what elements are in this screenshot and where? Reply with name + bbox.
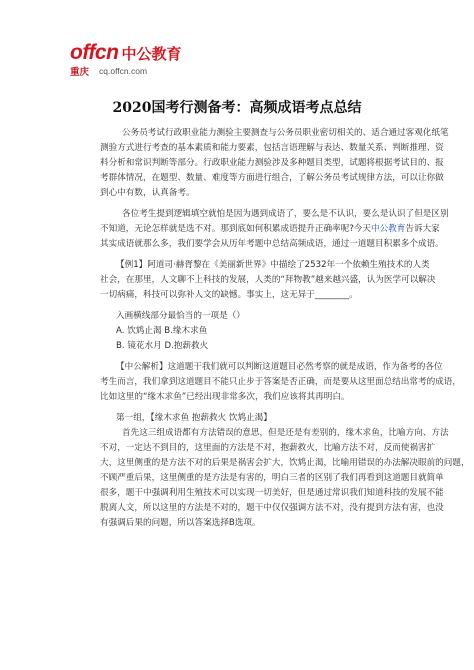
body-line: B. 镜花水月 D.抱薪救火 xyxy=(116,341,209,351)
body-line: 各位考生提到逻辑填空就怕是因为遇到成语了，要么是不认识，要么是认识了但是区别 xyxy=(122,209,449,219)
logo-mark: offcn xyxy=(70,41,119,64)
body-line xyxy=(100,223,440,235)
logo-brand: 中公教育 xyxy=(121,45,182,63)
body-line: 社会，在那里，人文聊不上科技的发展，人类的“拜物教”越来越兴盛，认为医学可以解决 xyxy=(100,275,436,285)
body-line: 很多，题干中强调利用生殖技术可以实现一切美好，但是通过常识我们知道科技的发展不能 xyxy=(100,488,444,498)
body-line: 第一组，【缘木求鱼 抱薪救火 饮鸩止渴】 xyxy=(116,413,272,423)
body-line: 测验方式进行考查的基本素质和能力要素，包括言语理解与表达、数量关系、判断推理、资 xyxy=(100,143,444,153)
body-line-text: 不知道，无论怎样就是选不对。那到底如何积累成语提升正确率呢?今天 xyxy=(100,224,371,234)
offcn-logo[interactable] xyxy=(70,42,181,78)
body-line: 不对，一定达不到目的，这里面的方法是不对，抱薪救火，比喻方法不对，反而使祸害扩 xyxy=(100,443,436,453)
body-line: 其实成语就那么多，我们要学会从历年考题中总结高频成语，通过一道题目积累多个成语。 xyxy=(100,239,444,249)
body-line: 料分析和常识判断等部分。行政职业能力测验涉及多种题目类型，试题将根据考试目的、报 xyxy=(100,158,444,168)
logo-site: cq.offcn.com xyxy=(99,66,148,76)
body-line: 考群体情况，在题型、数量、难度等方面进行组合，了解公务员考试规律方法，可以让你做 xyxy=(100,173,444,183)
body-line: A. 饮鸩止渴 B.缘木求鱼 xyxy=(116,326,208,336)
body-line: 【例1】阿道司·赫胥黎在《美丽新世界》中描绘了2532年一个依赖生殖技术的人类 xyxy=(116,260,430,270)
body-line: 【中公解析】这道题干我们就可以判断这道题目必然考察的就是成语，作为备考的各位 xyxy=(116,362,443,372)
body-line: 公务员考试行政职业能力测验主要测查与公务员职业密切相关的、适合通过客观化纸笔 xyxy=(122,128,449,138)
body-line: 首先这三组成语都有方法错误的意思，但是还是有差别的，缘木求鱼，比喻方向、方法 xyxy=(122,428,449,438)
body-line-tail: 告诉大家 xyxy=(405,224,440,234)
offcn-link[interactable]: 中公教育 xyxy=(370,224,406,234)
body-line: 有强调后果的问题，所以答案选择B选项。 xyxy=(100,518,261,528)
logo-city: 重庆 xyxy=(70,67,90,78)
body-line: 比如这里的“缘木求鱼”已经出现非常多次，我们应该将其再明白。 xyxy=(100,392,350,402)
body-line: 大，这里侧重的是方法不对的后果是祸害会扩大，饮鸩止渴，比喻用错误的办法解决眼前的问题， xyxy=(100,458,470,468)
body-line: 一切病痛，科技可以弥补人文的缺憾。事实上，这无异于________。 xyxy=(100,290,358,300)
article-title: 2020国考行测备考：高频成语考点总结 xyxy=(112,100,362,116)
body-line: 入画横线部分最恰当的一项是（） xyxy=(116,311,245,321)
body-line: 考生而言，我们拿到这道题目不能只止步于答案是否正确，而是要从这里面总结出常考的成语， xyxy=(100,377,461,387)
body-line: 到心中有数，认真备考。 xyxy=(100,188,195,198)
body-line: 脱离人文，所以这里的方法是不对的，题干中仅仅强调方法不对，没有提到方法有害，也没 xyxy=(100,503,444,513)
body-line: 不顾严重后果，这里侧重的是方法是有害的，明白三者的区别了我们再看到这道题目就简单 xyxy=(100,473,444,483)
